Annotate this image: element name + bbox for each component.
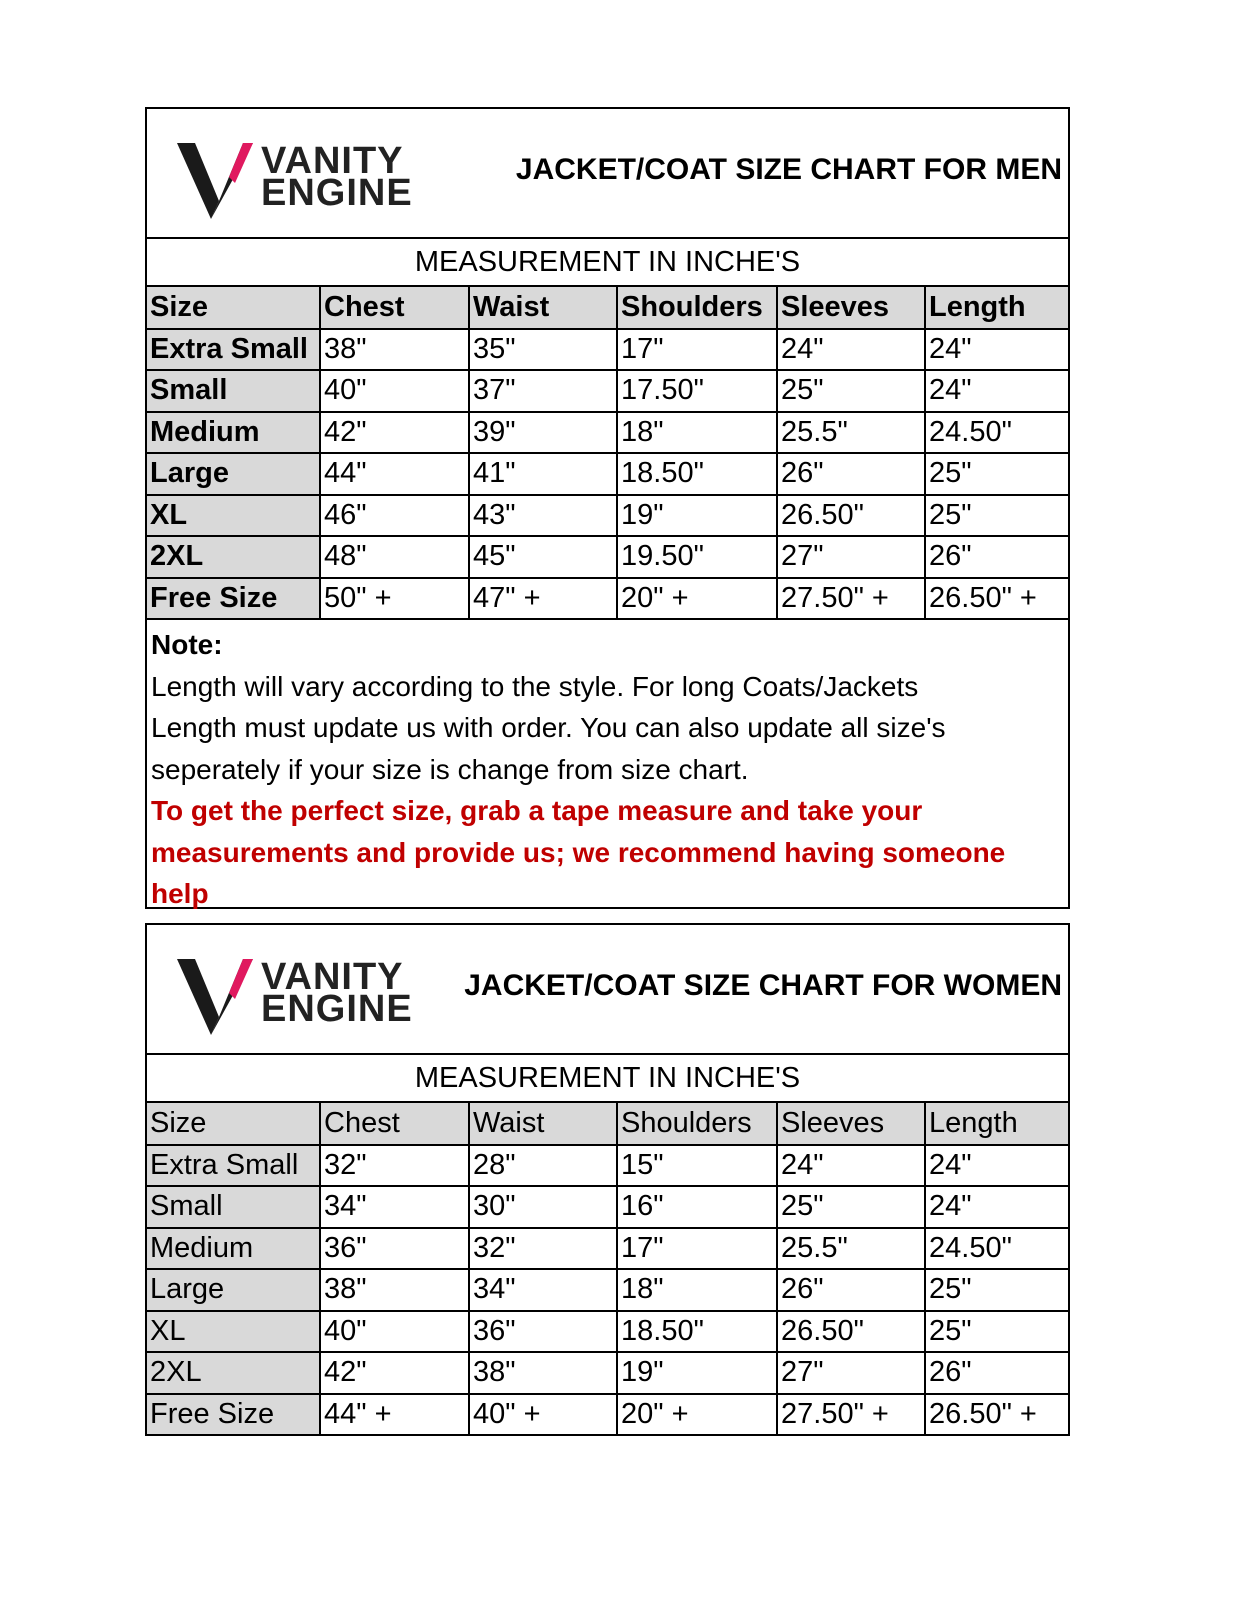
measurement-cell: 28" <box>469 1145 617 1187</box>
note-line: Length will vary according to the style. For long Coats/Jackets <box>151 670 919 702</box>
measurement-cell: 38" <box>320 329 469 371</box>
measurement-cell: 44" + <box>320 1394 469 1436</box>
measurement-cell: 25" <box>925 453 1068 495</box>
women-size-table <box>147 1103 1068 1436</box>
measurement-cell: 40" <box>320 370 469 412</box>
measurement-cell: 26.50" + <box>925 1394 1068 1436</box>
vanity-engine-logo <box>177 139 437 221</box>
logo-line-2: ENGINE <box>261 172 413 214</box>
table-row <box>147 412 1068 454</box>
table-row <box>147 1352 1068 1394</box>
measurement-cell: 25.5" <box>777 412 925 454</box>
measurement-cell: 36" <box>469 1311 617 1353</box>
measurement-cell: 27" <box>777 536 925 578</box>
measurement-cell: 41" <box>469 453 617 495</box>
measurement-cell: 26.50" + <box>925 578 1068 620</box>
measurement-cell: 27" <box>777 1352 925 1394</box>
size-cell: 2XL <box>147 1352 320 1394</box>
measurement-cell: 42" <box>320 1352 469 1394</box>
measurement-cell: 44" <box>320 453 469 495</box>
measurement-cell: 43" <box>469 495 617 537</box>
men-chart-title: JACKET/COAT SIZE CHART FOR MEN <box>515 153 1062 186</box>
table-row <box>147 495 1068 537</box>
table-row <box>147 1145 1068 1187</box>
size-cell: Free Size <box>147 1394 320 1436</box>
measurement-cell: 48" <box>320 536 469 578</box>
measurement-cell: 20" + <box>617 1394 777 1436</box>
women-chart-header <box>147 925 1068 1055</box>
size-cell: Medium <box>147 412 320 454</box>
measurement-cell: 34" <box>469 1269 617 1311</box>
note-line: seperately if your size is change from size chart. <box>151 753 749 785</box>
men-measurement-label: MEASUREMENT IN INCHE'S <box>147 239 1068 287</box>
measurement-cell: 24" <box>777 329 925 371</box>
measurement-cell: 50" + <box>320 578 469 620</box>
men-header-row <box>147 287 1068 329</box>
measurement-cell: 27.50" + <box>777 1394 925 1436</box>
v-logo-icon <box>177 139 257 221</box>
measurement-cell: 24" <box>777 1145 925 1187</box>
column-header: Length <box>925 1103 1068 1145</box>
logo-text <box>261 956 413 1030</box>
measurement-cell: 32" <box>320 1145 469 1187</box>
size-cell: Small <box>147 370 320 412</box>
measurement-cell: 40" + <box>469 1394 617 1436</box>
men-note <box>147 620 1068 956</box>
women-chart-title: JACKET/COAT SIZE CHART FOR WOMEN <box>464 969 1062 1002</box>
column-header: Size <box>147 1103 320 1145</box>
note-label: Note: <box>151 629 223 660</box>
size-cell: Medium <box>147 1228 320 1270</box>
measurement-cell: 47" + <box>469 578 617 620</box>
measurement-cell: 42" <box>320 412 469 454</box>
size-cell: Small <box>147 1186 320 1228</box>
note-red-line: To get the perfect size, grab a tape measure and take your <box>151 795 923 826</box>
note-line: Length must update us with order. You can also update all size's <box>151 712 946 743</box>
size-cell: Free Size <box>147 578 320 620</box>
measurement-cell: 18" <box>617 1269 777 1311</box>
column-header: Sleeves <box>777 287 925 329</box>
women-size-chart <box>145 923 1070 1436</box>
table-row <box>147 1228 1068 1270</box>
table-row <box>147 1269 1068 1311</box>
measurement-cell: 20" + <box>617 578 777 620</box>
measurement-cell: 25" <box>777 370 925 412</box>
measurement-cell: 24" <box>925 1186 1068 1228</box>
table-row <box>147 329 1068 371</box>
men-size-table <box>147 287 1068 620</box>
table-row <box>147 453 1068 495</box>
note-red-line: measurements and provide us; we recommend having someone help <box>151 836 1006 909</box>
logo-line-1: VANITY <box>261 956 404 998</box>
measurement-cell: 16" <box>617 1186 777 1228</box>
measurement-cell: 25" <box>925 1269 1068 1311</box>
women-measurement-label: MEASUREMENT IN INCHE'S <box>147 1055 1068 1103</box>
measurement-cell: 27.50" + <box>777 578 925 620</box>
size-cell: Extra Small <box>147 329 320 371</box>
measurement-cell: 26" <box>777 1269 925 1311</box>
column-header: Size <box>147 287 320 329</box>
measurement-cell: 37" <box>469 370 617 412</box>
women-header-row <box>147 1103 1068 1145</box>
vanity-engine-logo <box>177 955 437 1037</box>
measurement-cell: 24" <box>925 329 1068 371</box>
column-header: Waist <box>469 1103 617 1145</box>
men-size-chart <box>145 107 1070 909</box>
measurement-cell: 17" <box>617 329 777 371</box>
measurement-cell: 15" <box>617 1145 777 1187</box>
measurement-cell: 38" <box>469 1352 617 1394</box>
measurement-cell: 38" <box>320 1269 469 1311</box>
measurement-cell: 18.50" <box>617 1311 777 1353</box>
measurement-cell: 19" <box>617 495 777 537</box>
size-cell: XL <box>147 495 320 537</box>
table-row <box>147 370 1068 412</box>
column-header: Shoulders <box>617 287 777 329</box>
logo-text <box>261 140 413 214</box>
measurement-cell: 25" <box>777 1186 925 1228</box>
measurement-cell: 32" <box>469 1228 617 1270</box>
measurement-cell: 45" <box>469 536 617 578</box>
measurement-cell: 19.50" <box>617 536 777 578</box>
column-header: Shoulders <box>617 1103 777 1145</box>
column-header: Chest <box>320 287 469 329</box>
logo-line-2: ENGINE <box>261 988 413 1030</box>
table-row <box>147 578 1068 620</box>
measurement-cell: 24.50" <box>925 1228 1068 1270</box>
men-chart-header <box>147 109 1068 239</box>
column-header: Chest <box>320 1103 469 1145</box>
measurement-cell: 26" <box>777 453 925 495</box>
logo-line-1: VANITY <box>261 140 404 182</box>
measurement-cell: 17" <box>617 1228 777 1270</box>
v-logo-icon <box>177 955 257 1037</box>
measurement-cell: 26" <box>925 1352 1068 1394</box>
size-cell: 2XL <box>147 536 320 578</box>
measurement-cell: 26.50" <box>777 495 925 537</box>
measurement-cell: 25" <box>925 1311 1068 1353</box>
measurement-cell: 40" <box>320 1311 469 1353</box>
measurement-cell: 18.50" <box>617 453 777 495</box>
measurement-cell: 36" <box>320 1228 469 1270</box>
measurement-cell: 25.5" <box>777 1228 925 1270</box>
table-row <box>147 1394 1068 1436</box>
measurement-cell: 30" <box>469 1186 617 1228</box>
measurement-cell: 39" <box>469 412 617 454</box>
table-row <box>147 1311 1068 1353</box>
column-header: Length <box>925 287 1068 329</box>
size-cell: Large <box>147 453 320 495</box>
measurement-cell: 34" <box>320 1186 469 1228</box>
measurement-cell: 24.50" <box>925 412 1068 454</box>
measurement-cell: 25" <box>925 495 1068 537</box>
size-cell: Large <box>147 1269 320 1311</box>
size-cell: Extra Small <box>147 1145 320 1187</box>
column-header: Waist <box>469 287 617 329</box>
measurement-cell: 18" <box>617 412 777 454</box>
table-row <box>147 536 1068 578</box>
measurement-cell: 26.50" <box>777 1311 925 1353</box>
size-cell: XL <box>147 1311 320 1353</box>
measurement-cell: 26" <box>925 536 1068 578</box>
measurement-cell: 35" <box>469 329 617 371</box>
measurement-cell: 17.50" <box>617 370 777 412</box>
measurement-cell: 24" <box>925 370 1068 412</box>
measurement-cell: 24" <box>925 1145 1068 1187</box>
measurement-cell: 46" <box>320 495 469 537</box>
table-row <box>147 1186 1068 1228</box>
column-header: Sleeves <box>777 1103 925 1145</box>
measurement-cell: 19" <box>617 1352 777 1394</box>
